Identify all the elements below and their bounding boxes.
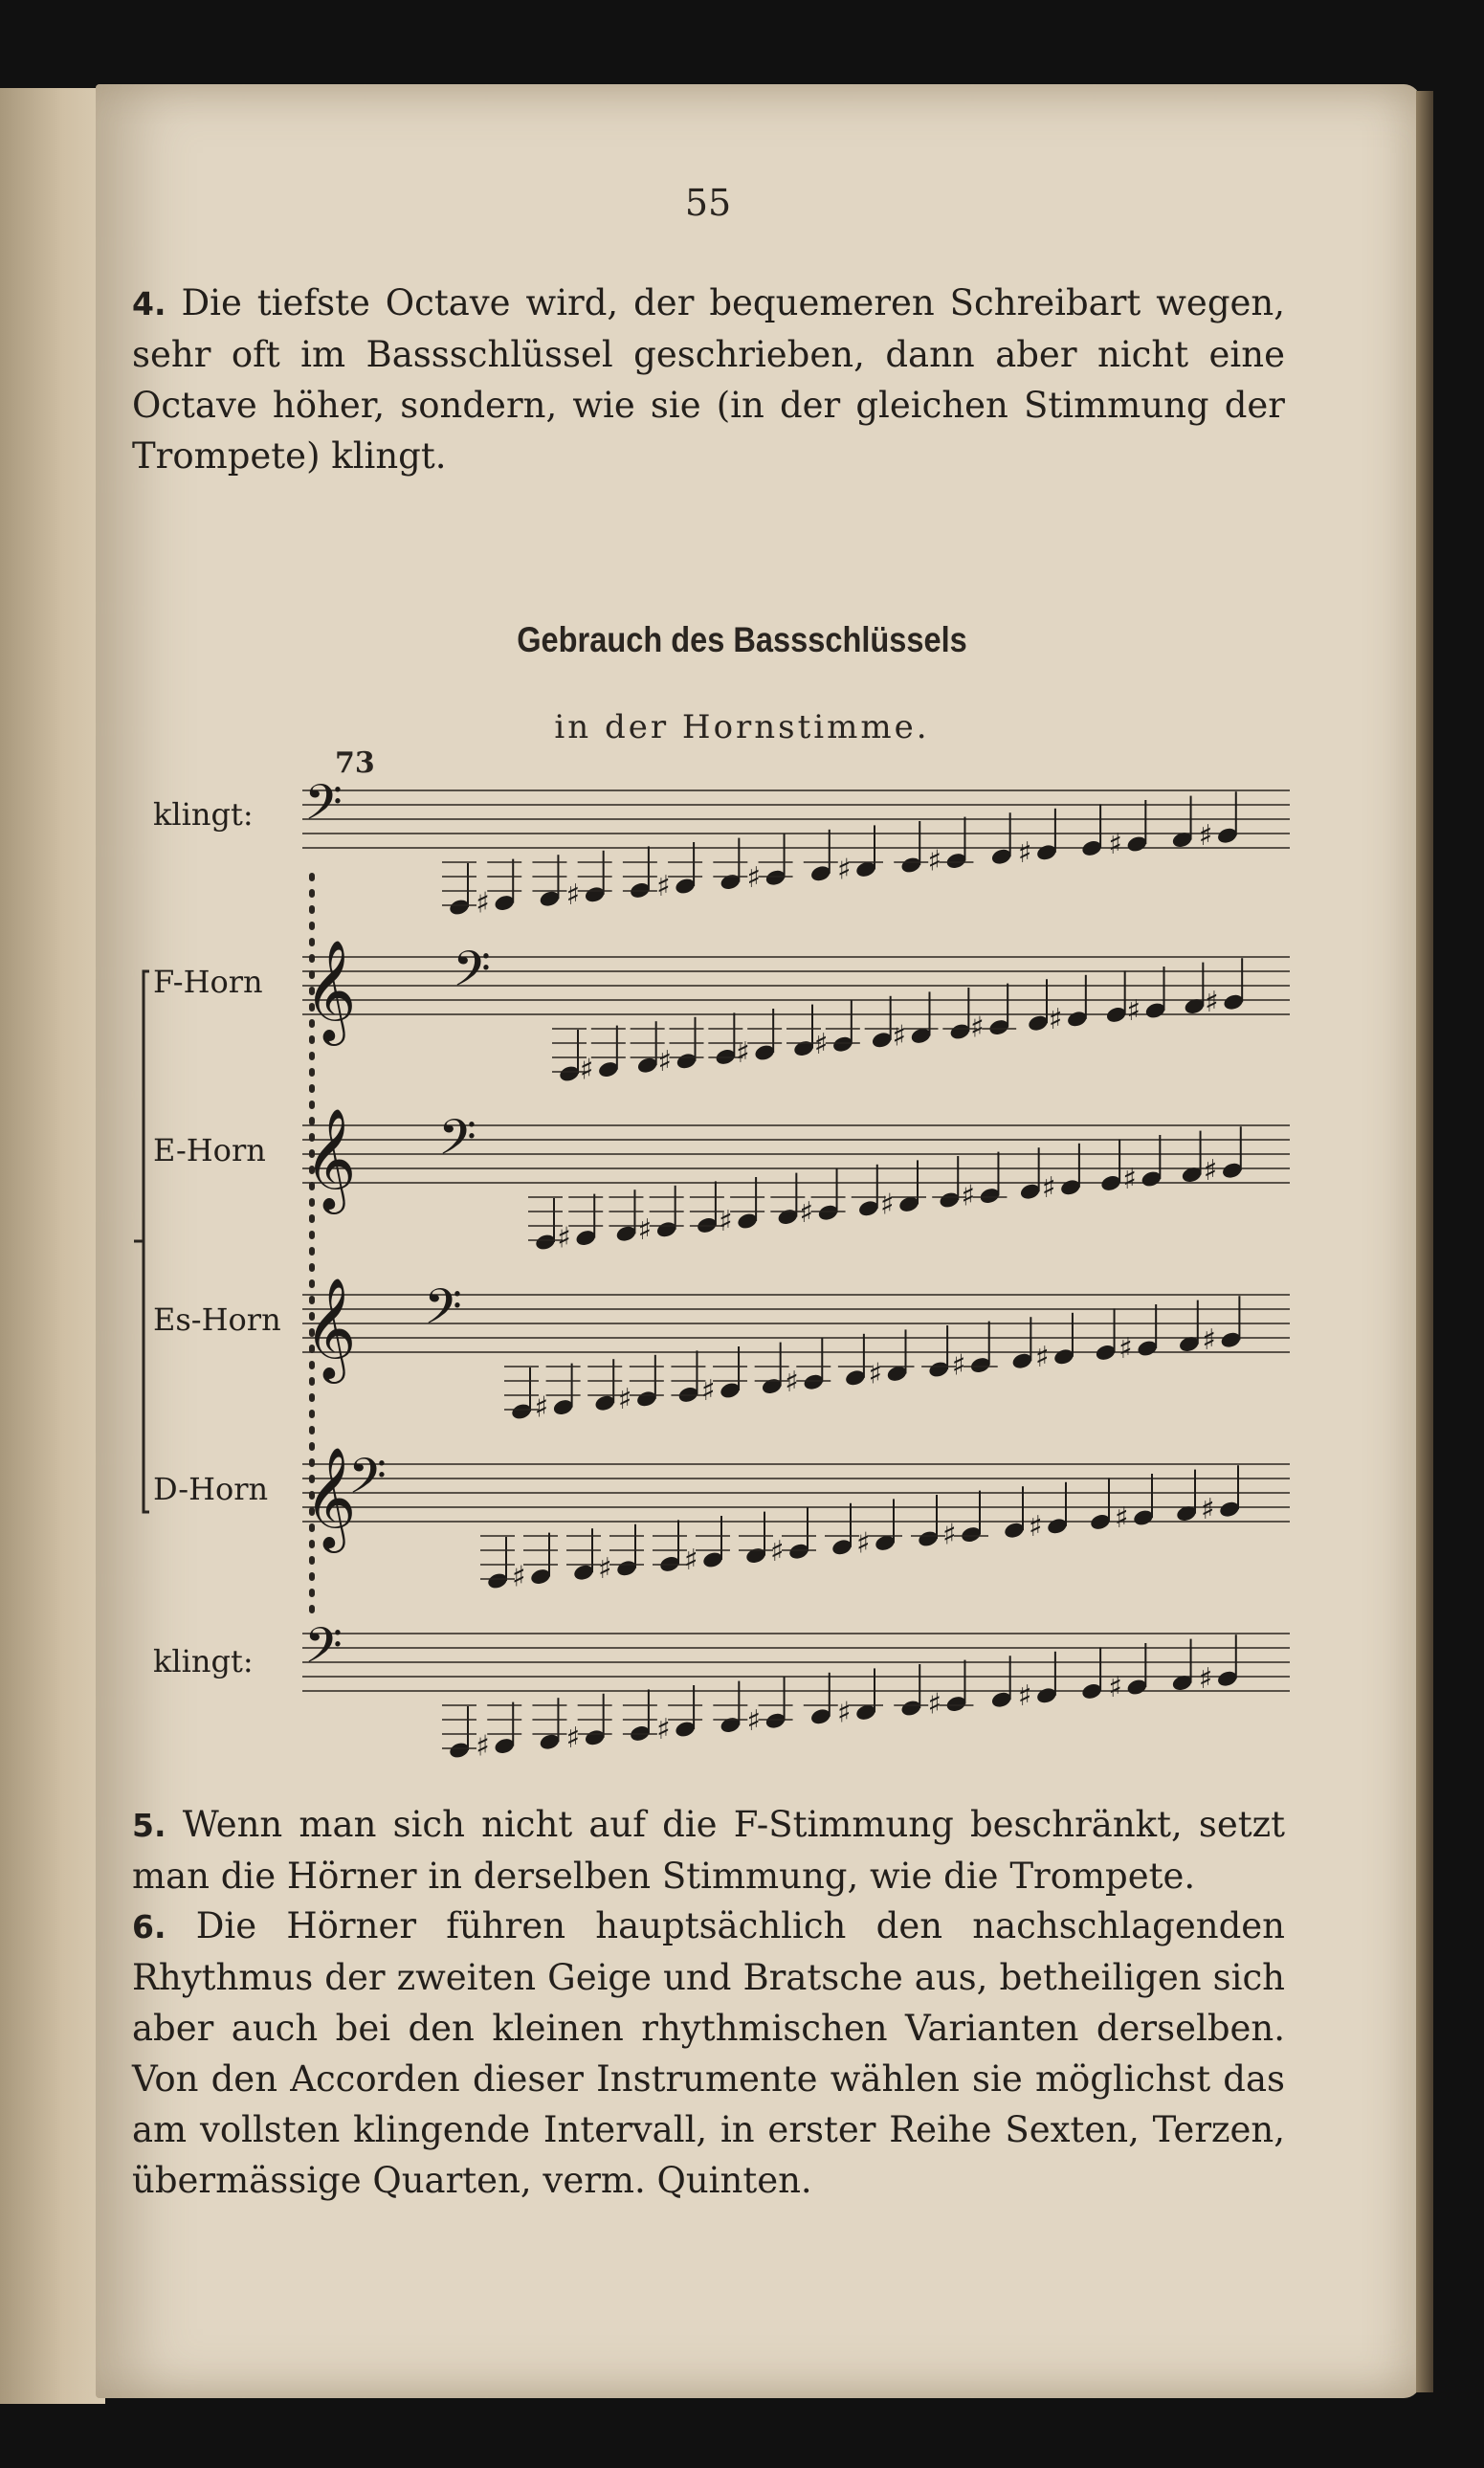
staff-label-f-horn: F-Horn — [153, 964, 263, 1000]
page-number: 55 — [684, 182, 732, 224]
sharp-icon: ♯ — [1017, 1679, 1032, 1713]
sharp-icon: ♯ — [1041, 1170, 1056, 1205]
sharp-icon: ♯ — [565, 878, 581, 912]
bass-clef-icon: 𝄢 — [438, 1108, 476, 1178]
bass-clef-icon: 𝄢 — [424, 1278, 462, 1347]
paragraph-5-number: 5. — [132, 1807, 166, 1844]
treble-clef-icon: 𝄞 — [304, 1446, 357, 1548]
sharp-icon: ♯ — [813, 1028, 829, 1062]
sharp-icon: ♯ — [598, 1551, 612, 1586]
sharp-icon: ♯ — [1108, 1671, 1122, 1704]
paragraph-5-text: Wenn man sich nicht auf die F-Stimmung beschränkt, setzt man die Hörner in derselben Stimmung, wie die Trompete. — [132, 1804, 1286, 1897]
sharp-icon: ♯ — [942, 1518, 957, 1552]
sharp-icon: ♯ — [951, 1348, 966, 1383]
staff-5 — [302, 1446, 1290, 1553]
sharp-icon: ♯ — [684, 1544, 698, 1577]
sharp-icon: ♯ — [1122, 1163, 1137, 1196]
sharp-icon: ♯ — [1119, 1332, 1133, 1366]
sharp-icon: ♯ — [785, 1366, 799, 1400]
paragraph-4-number: 4. — [132, 285, 166, 322]
example-title: Gebrauch des Bassschlüssels — [517, 620, 967, 659]
sharp-icon: ♯ — [799, 1196, 814, 1231]
staff-label-klingt-top: klingt: — [153, 796, 254, 833]
sharp-icon: ♯ — [579, 1053, 594, 1087]
staff-6 — [302, 1616, 1290, 1691]
paragraph-6 — [132, 1901, 1285, 2206]
sharp-icon: ♯ — [1203, 1154, 1218, 1189]
paragraph-5 — [132, 1799, 1285, 1901]
paragraph-6-number: 6. — [132, 1908, 166, 1945]
sharp-icon: ♯ — [837, 853, 852, 887]
sharp-icon: ♯ — [770, 1535, 785, 1569]
sharp-icon: ♯ — [476, 1729, 490, 1764]
treble-clef-icon: 𝄞 — [304, 1277, 357, 1379]
sharp-icon: ♯ — [1205, 986, 1219, 1020]
sharp-icon: ♯ — [719, 1205, 733, 1238]
staff-2 — [302, 939, 1290, 1046]
sharp-icon: ♯ — [534, 1390, 549, 1425]
example-number: 73 — [335, 746, 375, 780]
sharp-icon: ♯ — [1202, 1323, 1216, 1358]
sharp-icon: ♯ — [1201, 1493, 1215, 1527]
paragraph-4-text: Die tiefste Octave wird, der bequemeren Schreibart wegen, sehr oft im Bassschlüssel geschrieben, dann aber nicht eine Octave höher, sondern, wie sie (in der gleichen Stimmung der Trompete) klingt. — [132, 282, 1285, 477]
staff-label-e-horn: E-Horn — [153, 1132, 266, 1168]
bass-clef-icon: 𝄢 — [453, 940, 491, 1010]
paragraph-6-text: Die Hörner führen hauptsächlich den nachschlagenden Rhythmus der zweiten Geige und Bratsche aus, betheiligen sich aber auch bei den kleinen rhythmischen Varianten derselben. Von den Accorden dieser Instrumente wählen sie möglichst das am vollsten klingende Intervall, in erster Reihe Sexten, Terzen, übermässige Quarten, verm. Quinten. — [132, 1905, 1285, 2201]
treble-clef-icon: 𝄞 — [304, 1107, 357, 1210]
sharp-icon: ♯ — [880, 1188, 895, 1222]
sharp-icon: ♯ — [701, 1374, 716, 1408]
treble-clef-icon: 𝄞 — [304, 939, 357, 1041]
sharp-icon: ♯ — [657, 1044, 673, 1078]
sharp-icon: ♯ — [856, 1526, 871, 1561]
bass-clef-icon: 𝄢 — [304, 1616, 343, 1686]
staff-label-klingt-bottom: klingt: — [153, 1643, 254, 1679]
sharp-icon: ♯ — [1198, 1662, 1213, 1697]
bass-clef-icon: 𝄢 — [348, 1447, 387, 1517]
sharp-icon: ♯ — [565, 1721, 581, 1755]
sharp-icon: ♯ — [746, 861, 762, 896]
sharp-icon: ♯ — [1115, 1501, 1129, 1535]
sharp-icon: ♯ — [1034, 1340, 1050, 1374]
sharp-icon: ♯ — [557, 1221, 571, 1256]
bass-clef-icon: 𝄢 — [304, 773, 343, 843]
example-subtitle: in der Hornstimme. — [554, 708, 930, 746]
sharp-icon: ♯ — [970, 1011, 985, 1045]
sharp-icon: ♯ — [837, 1696, 852, 1730]
sharp-icon: ♯ — [656, 1713, 671, 1746]
sharp-icon: ♯ — [476, 886, 490, 921]
sharp-icon: ♯ — [927, 844, 941, 878]
staff-label-d-horn: D-Horn — [153, 1471, 269, 1507]
sharp-icon: ♯ — [1108, 828, 1122, 861]
sharp-icon: ♯ — [1126, 994, 1141, 1028]
sharp-icon: ♯ — [512, 1560, 526, 1594]
sharp-icon: ♯ — [961, 1179, 975, 1213]
sharp-icon: ♯ — [892, 1019, 907, 1054]
sharp-icon: ♯ — [1048, 1002, 1063, 1036]
sharp-icon: ♯ — [868, 1357, 883, 1391]
sharp-icon: ♯ — [1198, 819, 1213, 854]
sharp-icon: ♯ — [637, 1212, 653, 1247]
staff-1 — [302, 773, 1290, 848]
sharp-icon: ♯ — [617, 1382, 632, 1416]
sharp-icon: ♯ — [656, 870, 671, 903]
staff-label-es-horn: Es-Horn — [153, 1301, 281, 1338]
sharp-icon: ♯ — [1017, 835, 1032, 870]
sharp-icon: ♯ — [746, 1704, 762, 1739]
horn-bracket — [144, 971, 149, 1512]
sharp-icon: ♯ — [1029, 1509, 1043, 1544]
sharp-icon: ♯ — [927, 1687, 941, 1722]
sharp-icon: ♯ — [736, 1036, 750, 1070]
